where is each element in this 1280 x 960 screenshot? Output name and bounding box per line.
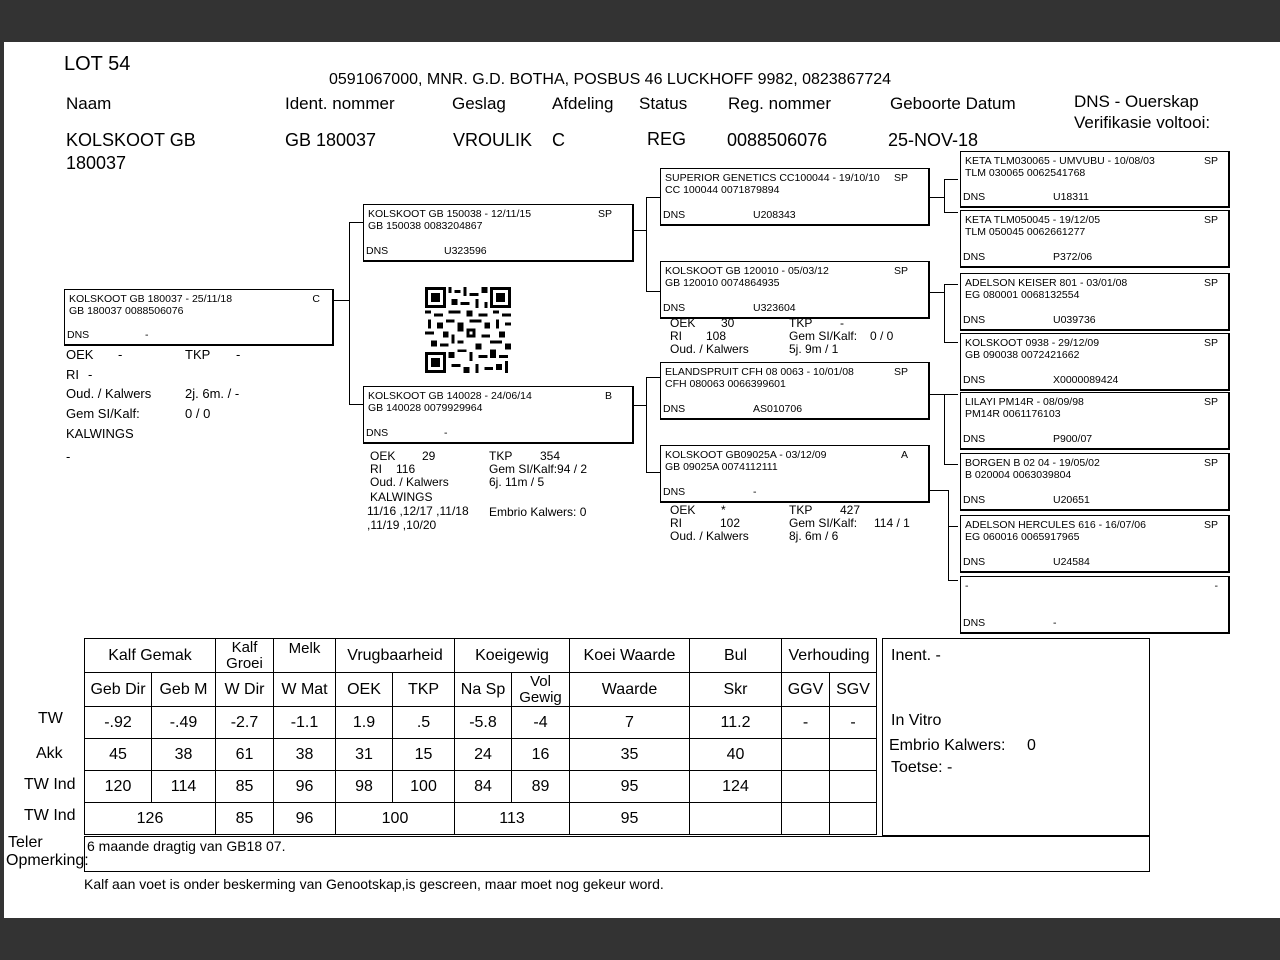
dam-box <box>363 386 634 444</box>
cell: 100 <box>393 771 455 803</box>
remarks-text: 6 maande dragtig van GB18 07. <box>87 838 286 854</box>
row-label-akk: Akk <box>36 745 63 762</box>
gp2-gem-label: Gem SI/Kalf: <box>789 329 858 343</box>
ggp5-ident: PM14R 0061176103 <box>965 408 1061 420</box>
subject-box <box>64 289 334 346</box>
header-geboorte: Geboorte Datum <box>890 94 1016 113</box>
dam-kalwings-label: KALWINGS <box>370 490 433 504</box>
ggp8-sex: - <box>1214 580 1218 592</box>
subject-kalwings-value: - <box>66 449 71 464</box>
great-grandparent-box <box>960 333 1230 391</box>
sire-title: KOLSKOOT GB 150038 - 12/11/15 <box>368 208 532 220</box>
animal-ident: GB 180037 <box>285 130 377 150</box>
dam-tkp-label: TKP <box>489 449 513 463</box>
subject-dns-value: - <box>145 329 149 341</box>
ggp2-title: KETA TLM050045 - 19/12/05 <box>965 214 1101 226</box>
cell: 15 <box>393 739 455 771</box>
dam-ident: GB 140028 0079929964 <box>368 402 483 414</box>
great-grandparent-box <box>960 576 1230 634</box>
gp4-dns-label: DNS <box>663 486 686 498</box>
cell: 96 <box>274 771 336 803</box>
grandparent-box <box>660 362 930 420</box>
ggp2-dns-value: P372/06 <box>1053 251 1093 263</box>
subject-oud-value: 2j. 6m. / - <box>185 386 240 401</box>
ggp7-ident: EG 060016 0065917965 <box>965 531 1080 543</box>
cell: -.92 <box>85 707 152 739</box>
gp2-title: KOLSKOOT GB 120010 - 05/03/12 <box>665 265 829 277</box>
header-status: Status <box>639 94 688 113</box>
gp1-dns-label: DNS <box>663 209 686 221</box>
subject-tkp-label: TKP <box>185 347 211 362</box>
header-geslag: Geslag <box>452 94 506 113</box>
dam-ri-value: 116 <box>396 462 416 476</box>
header-naam: Naam <box>66 94 112 113</box>
cell: 95 <box>570 771 690 803</box>
in-vitro-text: In Vitro <box>891 712 942 729</box>
cell: 124 <box>690 771 782 803</box>
gp4-oud-label: Oud. / Kalwers <box>670 529 749 543</box>
gp3-ident: CFH 080063 0066399601 <box>665 378 786 390</box>
gp4-ri-label: RI <box>670 516 682 530</box>
viewer-top-bar <box>0 0 1280 42</box>
subject-gem-value: 0 / 0 <box>185 406 211 421</box>
header-reg: Reg. nommer <box>728 94 831 113</box>
ggp3-title: ADELSON KEISER 801 - 03/01/08 <box>965 277 1128 289</box>
cell: 98 <box>336 771 393 803</box>
gp2-oud-label: Oud. / Kalwers <box>670 342 749 356</box>
animal-geboorte: 25-NOV-18 <box>888 130 979 150</box>
gp3-dns-label: DNS <box>663 403 686 415</box>
gp2-ident: GB 120010 0074864935 <box>665 277 780 289</box>
embrio-value: 0 <box>1027 737 1036 754</box>
dam-oek-label: OEK <box>370 449 396 463</box>
cell: 40 <box>690 739 782 771</box>
cell <box>782 771 830 803</box>
ggp5-dns-label: DNS <box>963 433 986 445</box>
table-row-tw <box>85 707 877 739</box>
great-grandparent-box <box>960 210 1230 268</box>
sire-dns-label: DNS <box>366 245 389 257</box>
gp4-dns-value: - <box>753 486 757 498</box>
cell: 96 <box>274 803 336 835</box>
subject-gem-label: Gem SI/Kalf: <box>66 406 140 421</box>
row-label-tw-ind: TW Ind <box>24 776 76 793</box>
dam-oud-label: Oud. / Kalwers <box>370 475 449 489</box>
cell: 24 <box>455 739 512 771</box>
inent-text: Inent. - <box>891 647 941 664</box>
qr-code <box>425 287 511 373</box>
cell <box>782 739 830 771</box>
col-oek: OEK <box>336 673 393 707</box>
subject-kalwings-label: KALWINGS <box>66 426 134 441</box>
viewer-bottom-bar <box>0 918 1280 960</box>
ggp4-sex: SP <box>1203 337 1218 349</box>
gp2-dns-label: DNS <box>663 302 686 314</box>
group-kalf-gemak: Kalf Gemak <box>85 639 216 673</box>
dam-tkp-value: 354 <box>540 449 561 463</box>
cell <box>830 739 877 771</box>
cell: 85 <box>216 803 274 835</box>
gp3-sex: SP <box>893 366 908 378</box>
ggp6-sex: SP <box>1203 457 1218 469</box>
dam-embrio: Embrio Kalwers: 0 <box>489 505 587 519</box>
gp2-oek-value: 30 <box>721 316 735 330</box>
lot-number: LOT 54 <box>64 53 131 75</box>
gp4-sex: A <box>900 449 908 461</box>
table-row-tw-ind <box>85 771 877 803</box>
gp2-tkp-label: TKP <box>789 316 813 330</box>
dam-oud-value: 6j. 11m / 5 <box>489 475 545 489</box>
ggp6-title: BORGEN B 02 04 - 19/05/02 <box>965 457 1100 469</box>
col-w-dir: W Dir <box>216 673 274 707</box>
ggp4-title: KOLSKOOT 0938 - 29/12/09 <box>965 337 1100 349</box>
gp1-sex: SP <box>893 172 908 184</box>
ggp3-dns-label: DNS <box>963 314 986 326</box>
animal-name: KOLSKOOT GB <box>66 130 196 150</box>
cell: - <box>782 707 830 739</box>
side-panel <box>882 638 1150 836</box>
great-grandparent-box <box>960 273 1230 331</box>
dam-sex: B <box>604 390 612 402</box>
col-w-mat: W Mat <box>274 673 336 707</box>
table-row-akk <box>85 739 877 771</box>
ggp6-ident: B 020004 0063039804 <box>965 469 1072 481</box>
subject-title: KOLSKOOT GB 180037 - 25/11/18 <box>69 293 233 305</box>
cell: 7 <box>570 707 690 739</box>
animal-status: REG <box>647 129 687 149</box>
cell: 84 <box>455 771 512 803</box>
grandparent-box <box>660 261 930 319</box>
ggp1-dns-value: U18311 <box>1053 191 1090 203</box>
gp2-gem-value: 0 / 0 <box>870 329 894 343</box>
ggp2-ident: TLM 050045 0062661277 <box>965 226 1086 238</box>
row-label-tw-ind-2: TW Ind <box>24 807 76 824</box>
col-sgv: SGV <box>830 673 877 707</box>
gp4-oek-label: OEK <box>670 503 696 517</box>
cell: 113 <box>455 803 570 835</box>
ggp1-sex: SP <box>1203 155 1218 167</box>
grandparent-box <box>660 445 930 503</box>
dam-dns-label: DNS <box>366 427 389 439</box>
ggp5-sex: SP <box>1203 396 1218 408</box>
sire-ident: GB 150038 0083204867 <box>368 220 483 232</box>
ggp4-ident: GB 090038 0072421662 <box>965 349 1080 361</box>
col-geb-m: Geb M <box>152 673 216 707</box>
cell: -5.8 <box>455 707 512 739</box>
gp2-oud-value: 5j. 9m / 1 <box>789 342 839 356</box>
gp2-dns-value: U323604 <box>753 302 796 314</box>
ggp8-title: - <box>965 580 969 592</box>
gp3-dns-value: AS010706 <box>753 403 803 415</box>
animal-afdeling: C <box>552 130 565 150</box>
cell <box>830 771 877 803</box>
cell: 38 <box>152 739 216 771</box>
ggp5-dns-value: P900/07 <box>1053 433 1093 445</box>
cell: 11.2 <box>690 707 782 739</box>
subject-tkp-value: - <box>236 347 241 362</box>
ggp8-dns-label: DNS <box>963 617 986 629</box>
gp3-title: ELANDSPRUIT CFH 08 0063 - 10/01/08 <box>665 366 854 378</box>
cell <box>782 803 830 835</box>
gp4-tkp-value: 427 <box>840 503 861 517</box>
group-melk: Melk <box>274 639 336 673</box>
remarks-box <box>84 836 1150 872</box>
sire-dns-value: U323596 <box>444 245 487 257</box>
group-koeigewig: Koeigewig <box>455 639 570 673</box>
subject-oud-label: Oud. / Kalwers <box>66 386 152 401</box>
animal-reg: 0088506076 <box>727 130 828 150</box>
table-row-tw-ind-combined <box>85 803 877 835</box>
cell: 89 <box>512 771 570 803</box>
ggp5-title: LILAYI PM14R - 08/09/98 <box>965 396 1084 408</box>
sire-box <box>363 204 634 262</box>
gp4-oud-value: 8j. 6m / 6 <box>789 529 839 543</box>
great-grandparent-box <box>960 515 1230 573</box>
cell: 35 <box>570 739 690 771</box>
header-verifikasie: Verifikasie voltooi: <box>1074 113 1211 132</box>
header-afdeling: Afdeling <box>552 94 614 113</box>
ggp4-dns-value: X0000089424 <box>1053 374 1119 386</box>
subject-ident: GB 180037 0088506076 <box>69 305 184 317</box>
cell: 114 <box>152 771 216 803</box>
subject-oek-value: - <box>118 347 123 362</box>
gp2-ri-label: RI <box>670 329 682 343</box>
cell: 38 <box>274 739 336 771</box>
gp4-title: KOLSKOOT GB09025A - 03/12/09 <box>665 449 827 461</box>
gp4-oek-value: * <box>721 503 726 517</box>
footer-note: Kalf aan voet is onder beskerming van Genootskap,is gescreen, maar moet nog gekeur word. <box>84 876 664 892</box>
ggp3-sex: SP <box>1203 277 1218 289</box>
gp1-ident: CC 100044 0071879894 <box>665 184 780 196</box>
cell: 31 <box>336 739 393 771</box>
cell: .5 <box>393 707 455 739</box>
animal-name-number: 180037 <box>66 153 127 173</box>
gp2-tkp-value: - <box>840 316 844 330</box>
cell: 100 <box>336 803 455 835</box>
group-vrugbaarheid: Vrugbaarheid <box>336 639 455 673</box>
embrio-label: Embrio Kalwers: <box>889 737 1006 754</box>
col-ggv: GGV <box>782 673 830 707</box>
dam-ri-label: RI <box>370 462 382 476</box>
subject-ri-label: RI <box>66 367 79 382</box>
great-grandparent-box <box>960 392 1230 450</box>
cell: 120 <box>85 771 152 803</box>
ggp1-ident: TLM 030065 0062541768 <box>965 167 1086 179</box>
cell: -2.7 <box>216 707 274 739</box>
cell: - <box>830 707 877 739</box>
dam-oek-value: 29 <box>422 449 436 463</box>
cell <box>830 803 877 835</box>
gp2-oek-label: OEK <box>670 316 696 330</box>
ggp3-dns-value: U039736 <box>1053 314 1096 326</box>
ggp7-title: ADELSON HERCULES 616 - 16/07/06 <box>965 519 1146 531</box>
gp4-ident: GB 09025A 0074112111 <box>665 461 778 473</box>
subject-dns-label: DNS <box>67 329 90 341</box>
cell: 85 <box>216 771 274 803</box>
ggp2-dns-label: DNS <box>963 251 986 263</box>
ggp6-dns-value: U20651 <box>1053 494 1090 506</box>
ggp8-dns-value: - <box>1053 617 1057 629</box>
dam-kalwings-dates-1: 11/16 ,12/17 ,11/18 <box>367 504 469 518</box>
subject-oek-label: OEK <box>66 347 94 362</box>
cell: -4 <box>512 707 570 739</box>
cell: 16 <box>512 739 570 771</box>
gp2-ri-value: 108 <box>706 329 727 343</box>
cell: 95 <box>570 803 690 835</box>
gp1-dns-value: U208343 <box>753 209 796 221</box>
ggp1-dns-label: DNS <box>963 191 986 203</box>
gp4-gem-label: Gem SI/Kalf: <box>789 516 858 530</box>
row-label-tw: TW <box>38 710 63 727</box>
dam-kalwings-dates-2: ,11/19 ,10/20 <box>367 518 437 532</box>
ggp1-title: KETA TLM030065 - UMVUBU - 10/08/03 <box>965 155 1155 167</box>
group-koei-waarde: Koei Waarde <box>570 639 690 673</box>
pedigree-document <box>4 42 1280 918</box>
ggp7-dns-value: U24584 <box>1053 556 1090 568</box>
ggp2-sex: SP <box>1203 214 1218 226</box>
ggp7-dns-label: DNS <box>963 556 986 568</box>
group-verhouding: Verhouding <box>782 639 877 673</box>
dam-title: KOLSKOOT GB 140028 - 24/06/14 <box>368 390 532 402</box>
header-dns: DNS - Ouerskap <box>1074 92 1199 111</box>
col-geb-dir: Geb Dir <box>85 673 152 707</box>
ggp6-dns-label: DNS <box>963 494 986 506</box>
opmerking-label: Opmerking: <box>6 852 89 869</box>
col-vol-gewig: Vol Gewig <box>512 673 570 707</box>
grandparent-box <box>660 168 930 226</box>
col-tkp: TKP <box>393 673 455 707</box>
subject-sex: C <box>312 293 320 305</box>
dam-dns-value: - <box>444 427 448 439</box>
toetse-text: Toetse: - <box>891 759 953 776</box>
cell <box>690 803 782 835</box>
group-bul: Bul <box>690 639 782 673</box>
cell: 45 <box>85 739 152 771</box>
ggp4-dns-label: DNS <box>963 374 986 386</box>
gp1-title: SUPERIOR GENETICS CC100044 - 19/10/10 <box>665 172 880 184</box>
col-waarde: Waarde <box>570 673 690 707</box>
gp4-tkp-label: TKP <box>789 503 813 517</box>
group-kalf-groei: Kalf Groei <box>216 639 274 673</box>
cell: 1.9 <box>336 707 393 739</box>
subject-ri-value: - <box>88 367 93 382</box>
ggp7-sex: SP <box>1203 519 1218 531</box>
great-grandparent-box <box>960 151 1230 208</box>
header-ident: Ident. nommer <box>285 94 395 113</box>
teler-label: Teler <box>8 834 43 851</box>
gp4-gem-value: 114 / 1 <box>874 516 910 530</box>
cell: 126 <box>85 803 216 835</box>
sire-sex: SP <box>597 208 612 220</box>
great-grandparent-box <box>960 453 1230 511</box>
gp4-ri-value: 102 <box>720 516 741 530</box>
animal-geslag: VROULIK <box>453 130 533 150</box>
breeding-values-table <box>84 638 877 835</box>
dam-gem: Gem SI/Kalf:94 / 2 <box>489 462 588 476</box>
col-skr: Skr <box>690 673 782 707</box>
ggp3-ident: EG 080001 0068132554 <box>965 289 1080 301</box>
cell: -1.1 <box>274 707 336 739</box>
col-na-sp: Na Sp <box>455 673 512 707</box>
cell: -.49 <box>152 707 216 739</box>
cell: 61 <box>216 739 274 771</box>
gp2-sex: SP <box>893 265 908 277</box>
owner-line: 0591067000, MNR. G.D. BOTHA, POSBUS 46 LUCKHOFF 9982, 0823867724 <box>329 71 892 88</box>
